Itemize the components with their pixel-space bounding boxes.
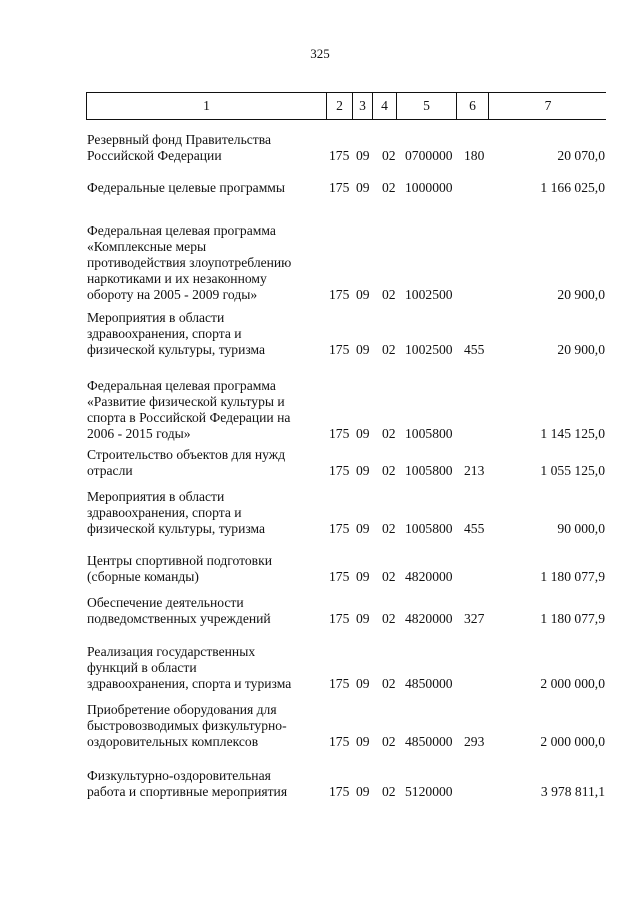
cell-c3: 09 [356,426,370,441]
cell-c4: 02 [382,180,396,195]
cell-c6: 455 [464,521,485,536]
cell-c3: 09 [356,784,370,799]
cell-c2: 175 [329,521,350,536]
description-line: Физкультурно-оздоровительная [87,768,271,783]
cell-c3: 09 [356,521,370,536]
description-line: 2006 - 2015 годы» [87,426,191,441]
cell-c7: 1 180 077,9 [540,569,605,584]
cell-c3: 09 [356,463,370,478]
description-line: Мероприятия в области [87,310,225,325]
cell-c2: 175 [329,287,350,302]
cell-c5: 4820000 [405,569,453,584]
cell-c2: 175 [329,426,350,441]
description-line: здравоохранения, спорта и [87,505,242,520]
cell-c5: 4820000 [405,611,453,626]
header-col-7: 7 [544,98,552,113]
description-line: здравоохранения, спорта и [87,326,242,341]
description-line: физической культуры, туризма [87,342,266,357]
cell-c4: 02 [382,521,396,536]
cell-c5: 1005800 [405,463,453,478]
description-line: «Развитие физической культуры и [87,394,285,409]
cell-c7: 1 145 125,0 [540,426,605,441]
cell-c2: 175 [329,342,350,357]
cell-c2: 175 [329,148,350,163]
cell-c7: 20 070,0 [557,148,605,163]
description-line: физической культуры, туризма [87,521,266,536]
cell-c5: 0700000 [405,148,453,163]
header-col-4: 4 [373,93,397,119]
cell-c7: 1 055 125,0 [540,463,605,478]
cell-c2: 175 [329,676,350,691]
header-col-1: 1 [87,93,327,119]
cell-c5: 1000000 [405,180,453,195]
cell-c2: 175 [329,784,350,799]
header-col-6: 6 [457,93,489,119]
cell-c6: 455 [464,342,485,357]
description-line: Реализация государственных [87,644,256,659]
description-line: Федеральная целевая программа [87,378,276,393]
description-line: отрасли [87,463,133,478]
description-line: здравоохранения, спорта и туризма [87,676,292,691]
cell-c5: 5120000 [405,784,453,799]
cell-c5: 1002500 [405,287,453,302]
description-line: противодействия злоупотреблению [87,255,292,270]
cell-c4: 02 [382,463,396,478]
cell-c4: 02 [382,611,396,626]
header-col-5: 5 [397,93,457,119]
cell-c5: 4850000 [405,676,453,691]
header-col-2: 2 [327,93,353,119]
description-line: Резервный фонд Правительства [87,132,272,147]
description-line: Центры спортивной подготовки [87,553,272,568]
cell-c7: 3 978 811,1 [540,784,605,799]
description-line: Российской Федерации [87,148,222,163]
description-line: Федеральная целевая программа [87,223,276,238]
description-line: Мероприятия в области [87,489,225,504]
cell-c5: 1002500 [405,342,453,357]
cell-c6: 213 [464,463,485,478]
description-line: оздоровительных комплексов [87,734,259,749]
description-line: наркотиками и их незаконному [87,271,267,286]
description-line: быстровозводимых физкультурно- [87,718,287,733]
page-number: 325 [310,46,330,61]
cell-c5: 1005800 [405,521,453,536]
description-line: Строительство объектов для нужд [87,447,286,462]
cell-c2: 175 [329,734,350,749]
cell-c7: 2 000 000,0 [540,676,605,691]
description-line: Федеральные целевые программы [87,180,286,195]
description-line: Обеспечение деятельности [87,595,244,610]
cell-c7: 1 166 025,0 [540,180,605,195]
cell-c2: 175 [329,463,350,478]
cell-c4: 02 [382,784,396,799]
cell-c5: 4850000 [405,734,453,749]
cell-c4: 02 [382,734,396,749]
cell-c4: 02 [382,426,396,441]
cell-c4: 02 [382,148,396,163]
description-line: функций в области [87,660,197,675]
cell-c6: 180 [464,148,485,163]
cell-c2: 175 [329,569,350,584]
description-line: подведомственных учреждений [87,611,271,626]
cell-c3: 09 [356,287,370,302]
description-line: «Комплексные меры [87,239,207,254]
cell-c3: 09 [356,734,370,749]
description-line: Приобретение оборудования для [87,702,277,717]
header-col-3: 3 [353,93,373,119]
cell-c7: 2 000 000,0 [540,734,605,749]
cell-c4: 02 [382,342,396,357]
description-line: (сборные команды) [87,569,199,584]
cell-c6: 327 [464,611,485,626]
cell-c2: 175 [329,180,350,195]
cell-c3: 09 [356,569,370,584]
cell-c3: 09 [356,676,370,691]
cell-c3: 09 [356,180,370,195]
cell-c7: 20 900,0 [557,287,605,302]
cell-c7: 1 180 077,9 [540,611,605,626]
cell-c4: 02 [382,569,396,584]
cell-c7: 20 900,0 [557,342,605,357]
description-line: работа и спортивные мероприятия [87,784,288,799]
cell-c3: 09 [356,342,370,357]
description-line: обороту на 2005 - 2009 годы» [87,287,258,302]
cell-c5: 1005800 [405,426,453,441]
row-description [87,768,327,800]
cell-c2: 175 [329,611,350,626]
cell-c4: 02 [382,676,396,691]
cell-c6: 293 [464,734,485,749]
cell-c3: 09 [356,611,370,626]
cell-c4: 02 [382,287,396,302]
cell-c7: 90 000,0 [557,521,605,536]
description-line: спорта в Российской Федерации на [87,410,291,425]
cell-c3: 09 [356,148,370,163]
